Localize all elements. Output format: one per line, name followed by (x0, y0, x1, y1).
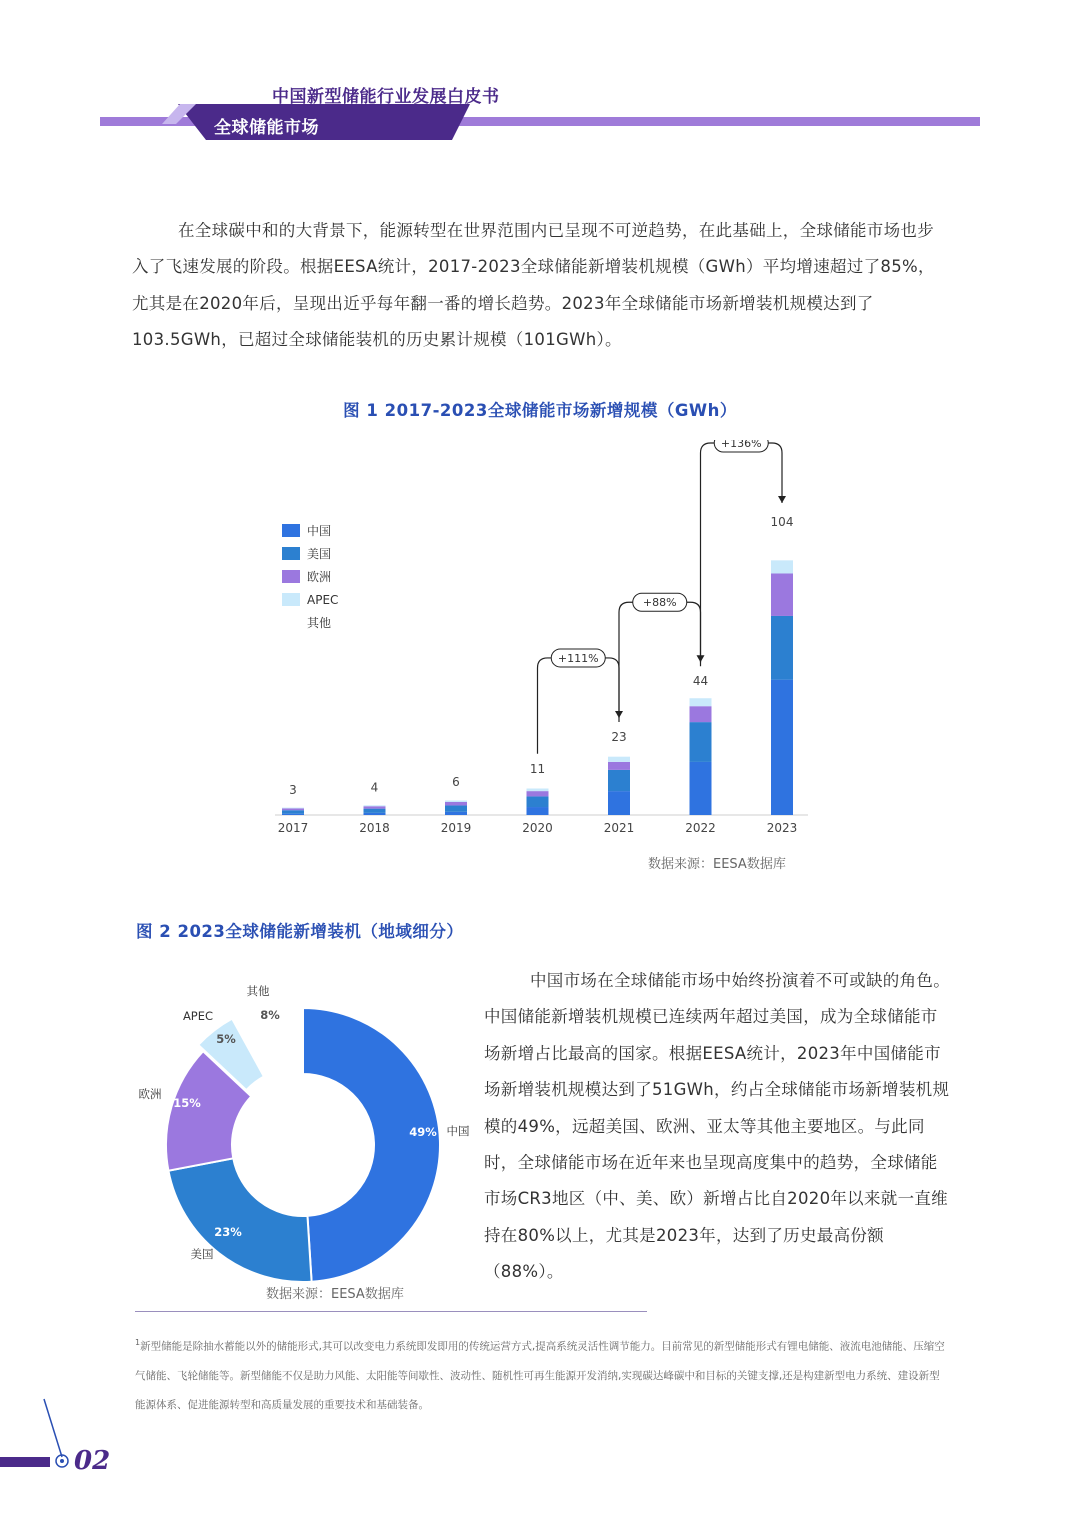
decor-line (44, 1399, 62, 1457)
bar-segment-2017-1 (282, 810, 304, 813)
bar-segment-2023-0 (771, 680, 793, 815)
bar-total-label: 4 (370, 780, 379, 795)
bar-segment-2019-1 (445, 805, 467, 811)
growth-label: +111% (557, 651, 599, 665)
legend-swatch-4 (282, 616, 300, 629)
bar-segment-2018-3 (364, 805, 386, 806)
bar-segment-2020-3 (527, 788, 549, 791)
bar-segment-2023-3 (771, 560, 793, 573)
bar-segment-2022-1 (690, 722, 712, 762)
bar-segment-2021-2 (608, 762, 630, 770)
page-number: 02 (74, 1446, 111, 1476)
bar-segment-2022-2 (690, 706, 712, 722)
x-tick-label: 2018 (359, 821, 390, 835)
bar-segment-2018-0 (364, 813, 386, 815)
growth-arrowhead (778, 496, 786, 503)
donut-value-label: 8% (260, 1008, 280, 1022)
x-tick-label: 2019 (440, 821, 472, 835)
donut-category-label: 中国 (446, 1124, 470, 1138)
document-title: 中国新型储能行业发展白皮书 (272, 87, 500, 107)
x-tick-label: 2023 (766, 821, 798, 835)
legend-label: 欧洲 (307, 570, 332, 584)
donut-category-label: 欧洲 (138, 1087, 162, 1101)
legend-label: 美国 (307, 547, 332, 561)
growth-label: +88% (642, 596, 677, 610)
bar-total-label: 23 (611, 729, 627, 744)
bar-segment-2017-3 (282, 808, 304, 809)
section-title: 全球储能市场 (214, 118, 319, 138)
bar-total-label: 3 (289, 783, 297, 798)
donut-value-label: 15% (173, 1096, 201, 1110)
bar-segment-2017-0 (282, 814, 304, 815)
legend-swatch-0 (282, 524, 300, 537)
bar-segment-2017-4 (282, 807, 304, 808)
bar-segment-2020-2 (527, 791, 549, 796)
bar-segment-2020-1 (527, 796, 549, 807)
bar-segment-2018-2 (364, 806, 386, 808)
bar-segment-2019-4 (445, 799, 467, 800)
decor-dot (60, 1459, 64, 1463)
bar-segment-2022-3 (690, 698, 712, 706)
bar-segment-2021-3 (608, 757, 630, 762)
x-tick-label: 2017 (277, 821, 309, 835)
footnote-marker: 1 (135, 1338, 141, 1347)
bar-total-label: 6 (452, 775, 460, 790)
growth-arrow-line (701, 443, 783, 666)
bar-segment-2021-0 (608, 791, 630, 815)
bar-segment-2018-1 (364, 809, 386, 813)
figure1-title: 图 1 2017-2023全球储能市场新增规模（GWh） (343, 401, 737, 420)
footnote (135, 1328, 950, 1420)
bar-total-label: 104 (770, 515, 794, 529)
donut-chart (120, 970, 490, 1290)
figure2-title: 图 2 2023全球储能新增装机（地域细分） (136, 922, 464, 941)
bar-chart (260, 440, 820, 850)
donut-category-label: 其他 (246, 984, 270, 998)
bar-total-label: 11 (529, 761, 546, 776)
donut-category-label: APEC (182, 1009, 214, 1023)
x-tick-label: 2020 (522, 821, 553, 835)
growth-label: +136% (720, 440, 762, 450)
donut-slice-1 (168, 1158, 311, 1282)
x-tick-label: 2022 (685, 821, 716, 835)
bar-segment-2022-0 (690, 762, 712, 815)
header-banner (0, 0, 1080, 150)
figure2-source: 数据来源：EESA数据库 (266, 1287, 404, 1302)
side-paragraph: 中国市场在全球储能市场中始终扮演着不可或缺的角色。中国储能新增装机规模已连续两年超过美国，成为全球储能市场新增占比最高的国家。根据EESA统计，2023年中国储能市场新增装机规模达到了51GWh，约占全球储能市场新增装机规模的49%，远超美国、欧洲、亚太等其他主要地区。与此同时，全球储能市场在近年来也呈现高度集中的趋势，全球储能市场CR3地区（中、美、欧）新增占比自2020年以来就一直维持在80%以上，尤其是2023年，达到了历史最高份额（88%）。 (484, 971, 950, 1282)
x-tick-label: 2021 (603, 821, 635, 835)
legend-swatch-1 (282, 547, 300, 560)
bar-segment-2019-3 (445, 800, 467, 802)
bar-total-label: 44 (692, 674, 709, 689)
decor-bar (0, 1457, 50, 1467)
figure1-source: 数据来源：EESA数据库 (648, 857, 786, 872)
donut-category-label: 美国 (190, 1247, 214, 1261)
legend-swatch-3 (282, 593, 300, 606)
bar-segment-2021-1 (608, 770, 630, 791)
bar-segment-2019-0 (445, 812, 467, 815)
bar-segment-2021-4 (608, 754, 630, 757)
donut-value-label: 5% (216, 1032, 236, 1046)
donut-value-label: 23% (214, 1225, 242, 1239)
bar-segment-2017-2 (282, 808, 304, 810)
donut-value-label: 49% (409, 1125, 437, 1139)
footnote-divider (135, 1311, 647, 1312)
bar-segment-2018-4 (364, 804, 386, 805)
donut-slice-0 (303, 1008, 440, 1282)
bar-segment-2019-2 (445, 802, 467, 805)
legend-label: 中国 (307, 524, 332, 538)
bar-segment-2020-4 (527, 786, 549, 789)
bar-segment-2023-4 (771, 539, 793, 560)
growth-arrow-line (538, 658, 620, 754)
legend-label: 其他 (307, 616, 332, 630)
bar-segment-2023-1 (771, 616, 793, 680)
legend-label: APEC (307, 593, 339, 607)
intro-paragraph: 在全球碳中和的大背景下，能源转型在世界范围内已呈现不可逆趋势，在此基础上，全球储能市场也步入了飞速发展的阶段。根据EESA统计，2017-2023全球储能新增装机规模（GWh）平均增速超过了85%，尤其是在2020年后，呈现出近乎每年翻一番的增长趋势。2023年全球储能市场新增装机规模达到了103.5GWh，已超过全球储能装机的历史累计规模（101GWh）。 (132, 221, 935, 350)
footnote-text: 新型储能是除抽水蓄能以外的储能形式,其可以改变电力系统即发即用的传统运营方式,提高系统灵活性调节能力。目前常见的新型储能形式有锂电储能、液流电池储能、压缩空气储能、飞轮储能等。新型储能不仅是助力风能、太阳能等间歇性、波动性、随机性可再生能源开发消纳,实现碳达峰碳中和目标的关键支撑,还是构建新型电力系统、建设新型能源体系、促进能源转型和高质量发展的重要技术和基础装备。 (135, 1340, 945, 1411)
bar-segment-2023-2 (771, 574, 793, 616)
bar-segment-2020-0 (527, 807, 549, 815)
growth-arrow-line (619, 602, 701, 722)
legend-swatch-2 (282, 570, 300, 583)
